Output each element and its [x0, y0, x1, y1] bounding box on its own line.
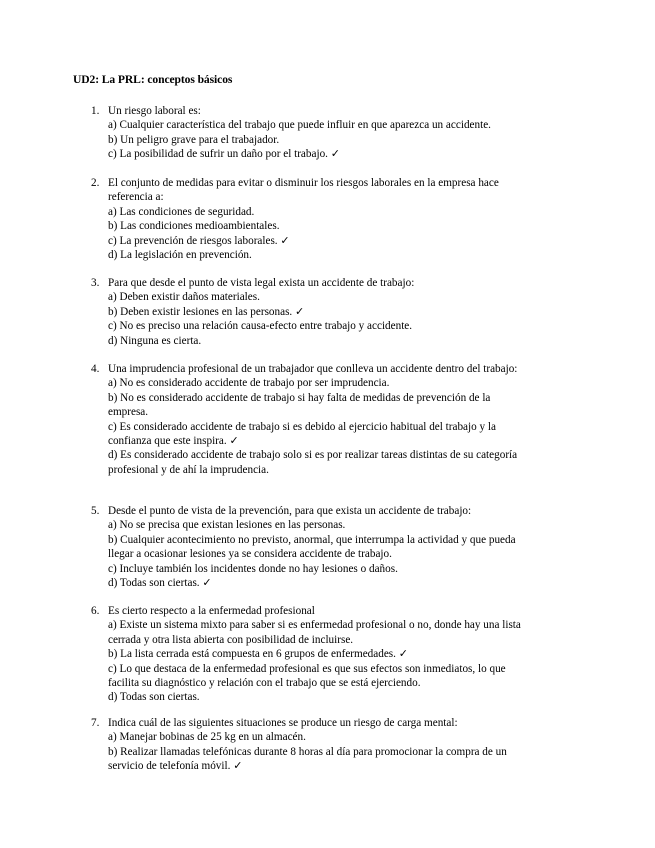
- question-stem: Para que desde el punto de vista legal exista un accidente de trabajo:: [108, 277, 415, 289]
- answer-option: b) No es considerado accidente de trabajo si hay falta de medidas de prevención de la empresa.: [108, 391, 491, 419]
- answer-option-correct: c) La posibilidad de sufrir un daño por el trabajo. ✓: [108, 148, 341, 161]
- answer-option-correct: c) La prevención de riesgos laborales. ✓: [108, 234, 290, 247]
- question-1: [91, 104, 531, 162]
- question-7: [91, 716, 531, 774]
- answer-option: a) Manejar bobinas de 25 kg en un almacén.: [108, 731, 306, 744]
- question-6: [91, 604, 531, 705]
- question-stem: Desde el punto de vista de la prevención, para que exista un accidente de trabajo:: [108, 505, 472, 517]
- question-stem: Es cierto respecto a la enfermedad profesional: [108, 605, 315, 617]
- answer-option: a) Deben existir daños materiales.: [108, 291, 260, 304]
- answer-option: c) No es preciso una relación causa-efecto entre trabajo y accidente.: [108, 320, 413, 333]
- answer-option-correct: b) La lista cerrada está compuesta en 6 grupos de enfermedades. ✓: [108, 648, 409, 661]
- answer-option-correct: b) Deben existir lesiones en las personas. ✓: [108, 305, 305, 318]
- answer-option: d) Es considerado accidente de trabajo solo si es por realizar tareas distintas de su categoría profesional y de ahí la imprudencia.: [108, 449, 518, 476]
- question-5: [91, 504, 531, 590]
- answer-option: a) No es considerado accidente de trabajo por ser imprudencia.: [108, 377, 390, 390]
- question-4: [91, 362, 531, 477]
- answer-option: c) Incluye también los incidentes donde no hay lesiones o daños.: [108, 562, 398, 575]
- answer-option: a) Las condiciones de seguridad.: [108, 205, 255, 218]
- question-stem: Una imprudencia profesional de un trabajador que conlleva un accidente dentro del trabajo:: [108, 363, 518, 375]
- answer-option: d) Ninguna es cierta.: [108, 334, 202, 347]
- document-title: UD2: La PRL: conceptos básicos: [73, 73, 233, 86]
- answer-option-correct: b) Realizar llamadas telefónicas durante 8 horas al día para promocionar la compra de un servicio de telefonía móvil. ✓: [108, 745, 507, 773]
- question-number: 4.: [91, 363, 100, 375]
- question-number: 5.: [91, 505, 100, 517]
- question-3: [91, 276, 531, 348]
- question-stem: El conjunto de medidas para evitar o disminuir los riesgos laborales en la empresa hace referencia a:: [108, 177, 499, 204]
- question-number: 2.: [91, 177, 100, 189]
- answer-option: c) Lo que destaca de la enfermedad profesional es que sus efectos son inmediatos, lo que facilita su diagnóstico y relación con el trabajo que se está ejerciendo.: [108, 662, 506, 690]
- answer-option: b) Cualquier acontecimiento no previsto, anormal, que interrumpa la actividad y que pueda llegar a ocasionar lesiones ya se considera accidente de trabajo.: [108, 533, 516, 561]
- answer-option: b) Las condiciones medioambientales.: [108, 220, 280, 233]
- question-2: [91, 176, 531, 262]
- question-number: 3.: [91, 277, 100, 289]
- answer-option: d) La legislación en prevención.: [108, 249, 252, 262]
- question-stem: Indica cuál de las siguientes situaciones se produce un riesgo de carga mental:: [108, 717, 458, 729]
- question-number: 6.: [91, 605, 100, 617]
- question-number: 1.: [91, 105, 100, 117]
- question-number: 7.: [91, 717, 100, 729]
- answer-option: d) Todas son ciertas.: [108, 691, 200, 704]
- answer-option: a) Cualquier característica del trabajo que puede influir en que aparezca un accidente.: [108, 119, 491, 132]
- answer-option-correct: d) Todas son ciertas. ✓: [108, 577, 212, 590]
- question-stem: Un riesgo laboral es:: [108, 105, 201, 117]
- answer-option: a) Existe un sistema mixto para saber si es enfermedad profesional o no, donde hay una lista cerrada y otra lista abierta con posibilidad de incluirse.: [108, 619, 521, 646]
- answer-option: b) Un peligro grave para el trabajador.: [108, 133, 280, 146]
- answer-option-correct: c) Es considerado accidente de trabajo si es debido al ejercicio habitual del trabajo y la confianza que este inspira. ✓: [108, 420, 496, 448]
- answer-option: a) No se precisa que existan lesiones en las personas.: [108, 519, 346, 532]
